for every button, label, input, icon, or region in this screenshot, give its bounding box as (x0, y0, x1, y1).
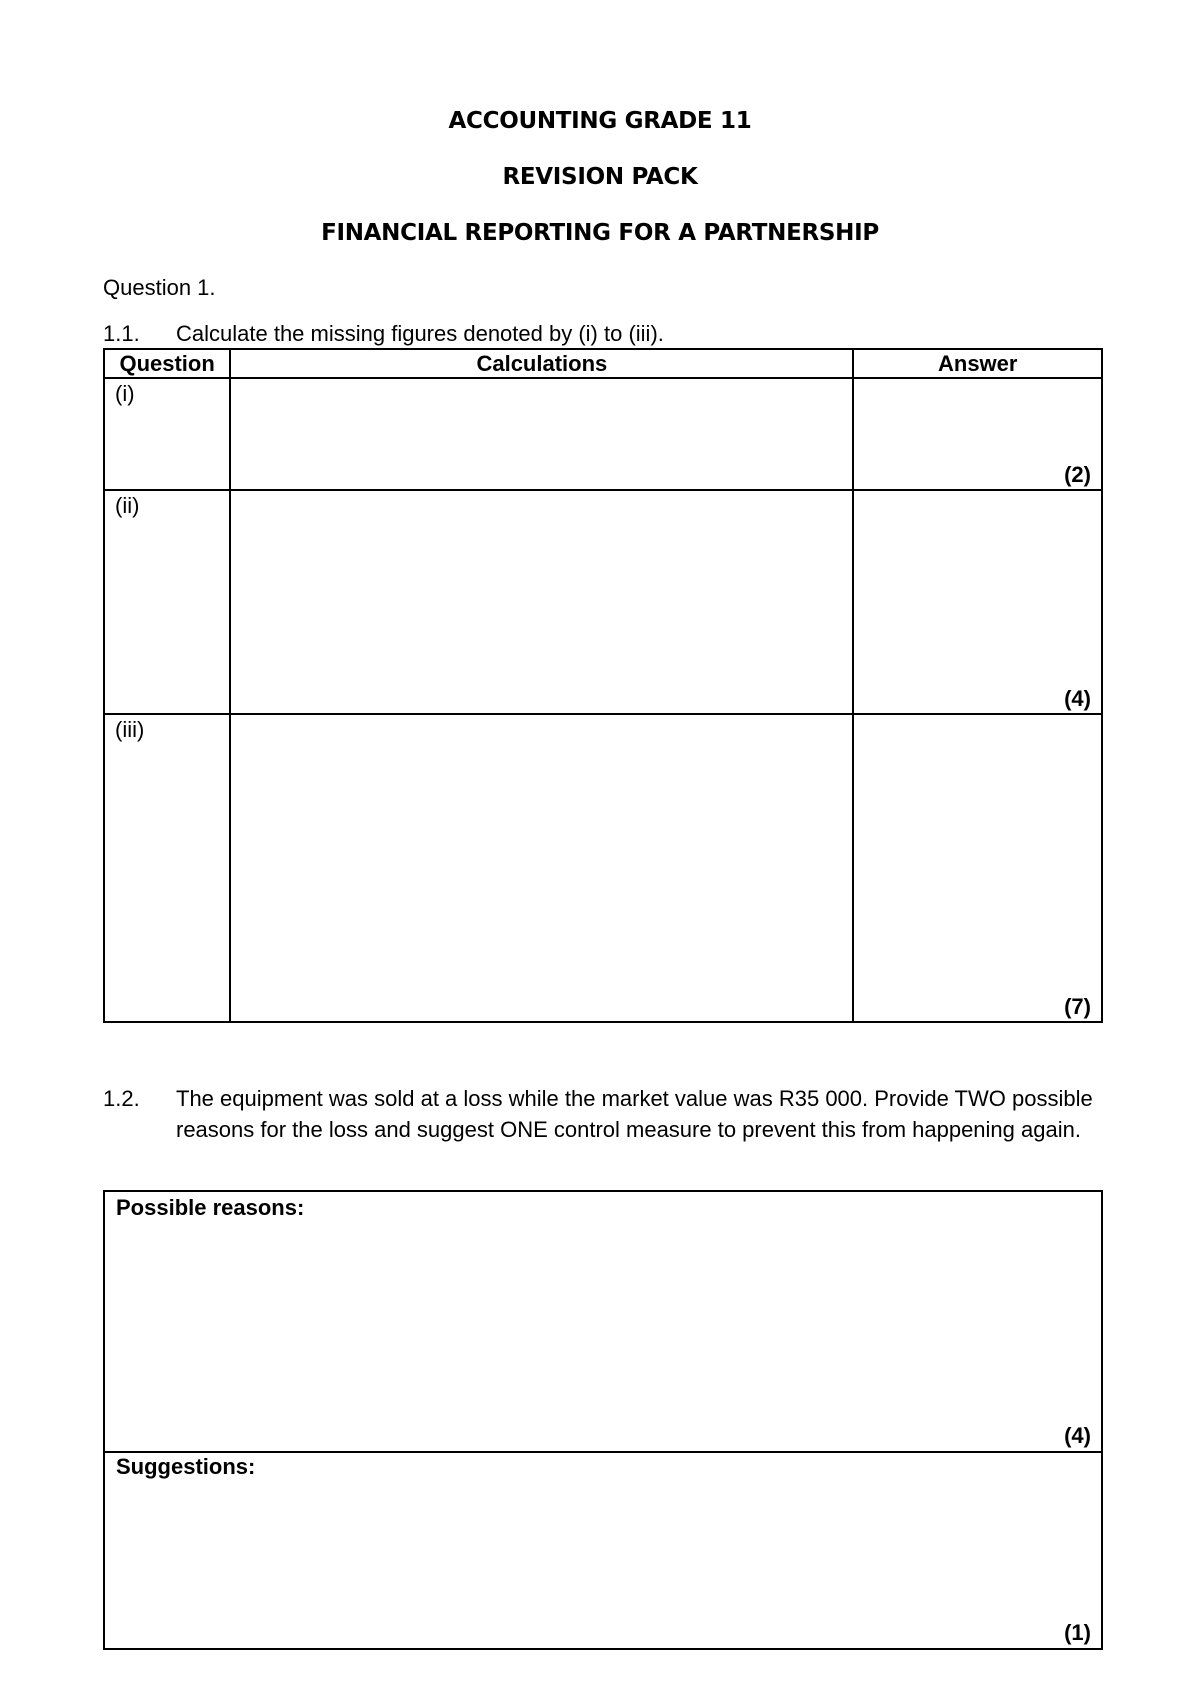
calculation-cell[interactable] (230, 714, 853, 1022)
question-1-1-number: 1.1. (103, 321, 140, 346)
header-question: Question (104, 349, 230, 378)
answer-cell[interactable] (853, 490, 1102, 714)
mark-allocation: (4) (1064, 1423, 1091, 1448)
question-1-2-number: 1.2. (103, 1086, 140, 1111)
question-cell (104, 714, 230, 1022)
suggestions-box[interactable] (103, 1451, 1103, 1650)
question-cell (104, 378, 230, 490)
suggestions-label: Suggestions: (116, 1454, 256, 1479)
header-calculations: Calculations (230, 349, 853, 378)
mark-allocation: (4) (1064, 686, 1091, 711)
row-label: (i) (115, 381, 135, 406)
document-subtitle: REVISION PACK (502, 164, 698, 190)
table-header-row (104, 349, 1102, 378)
question-heading: Question 1. (103, 275, 216, 300)
table-row (104, 378, 1102, 490)
row-label: (iii) (115, 717, 145, 742)
row-label: (ii) (115, 493, 140, 518)
answer-cell[interactable] (853, 714, 1102, 1022)
question-1-2-text: The equipment was sold at a loss while the market value was R35 000. Provide TWO possible reasons for the loss and suggest ONE control measure to prevent this from happening again. (176, 1086, 1093, 1142)
header-answer: Answer (853, 349, 1102, 378)
question-cell (104, 490, 230, 714)
mark-allocation: (7) (1064, 994, 1091, 1019)
table-row (104, 714, 1102, 1022)
calculations-table (103, 348, 1103, 1023)
document-title: ACCOUNTING GRADE 11 (448, 108, 752, 134)
answer-cell[interactable] (853, 378, 1102, 490)
possible-reasons-box[interactable] (103, 1190, 1103, 1453)
document-topic: FINANCIAL REPORTING FOR A PARTNERSHIP (321, 220, 879, 246)
calculation-cell[interactable] (230, 490, 853, 714)
question-1-1-text: Calculate the missing figures denoted by (i) to (iii). (176, 321, 664, 346)
table-row (104, 490, 1102, 714)
mark-allocation: (2) (1064, 462, 1091, 487)
mark-allocation: (1) (1064, 1620, 1091, 1645)
calculation-cell[interactable] (230, 378, 853, 490)
possible-reasons-label: Possible reasons: (116, 1195, 305, 1220)
